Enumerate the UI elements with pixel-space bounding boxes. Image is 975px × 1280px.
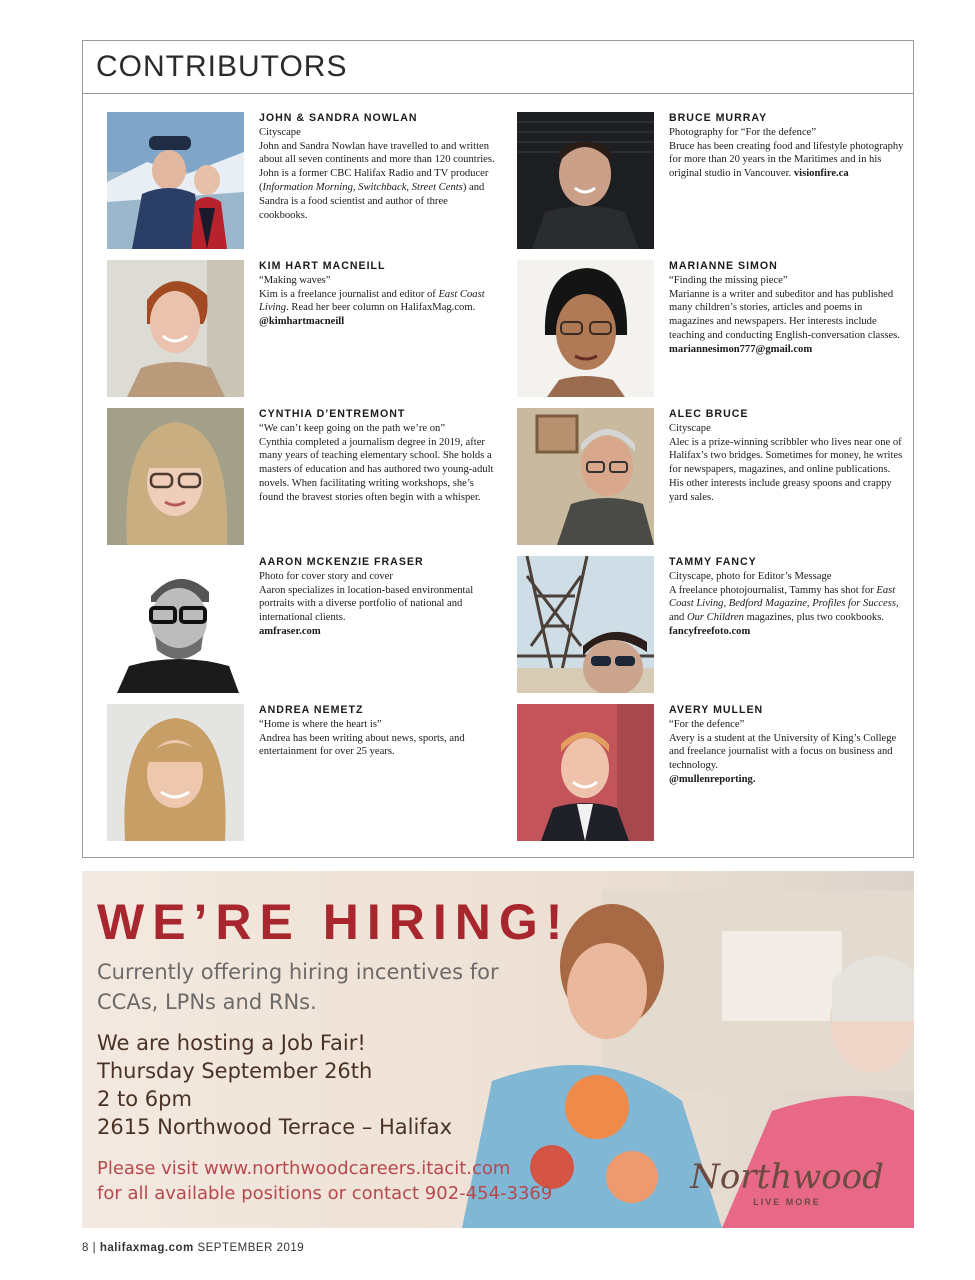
ad-headline: WE’RE HIRING! xyxy=(97,894,571,950)
contributor-entry xyxy=(107,704,507,844)
contributor-entry xyxy=(517,408,917,548)
contributor-photo xyxy=(517,704,654,841)
job-fair-date: Thursday September 26th xyxy=(97,1059,373,1083)
contributor-bio: Cynthia completed a journalism degree in 2019, after many years of teaching elementary school. She holds a masters of education and has authored two young-adult novels. When facilitating writing workshops, she’s found the bravest stories often begin with a whisper. xyxy=(259,436,494,503)
contributor-photo xyxy=(517,260,654,397)
contributor-bio: John and Sandra Nowlan have travelled to and written about all seven continents and more than 120 countries. John is a former CBC Halifax Radio and TV producer (Information Morning, Switchback, Street Cents) and Sandra is a food scientist and author of three cookbooks. xyxy=(259,140,495,221)
contributor-photo xyxy=(107,704,244,841)
contributor-entry xyxy=(107,408,507,548)
issue-date: SEPTEMBER 2019 xyxy=(197,1242,305,1254)
footer-separator: | xyxy=(92,1242,97,1254)
contributor-bio: Bruce has been creating food and lifestyle photography for more than 20 years in the Maritimes and in his original studio in Vancouver. visionfire.ca xyxy=(669,140,904,180)
contributor-role: Photography for “For the defence” xyxy=(669,126,817,138)
ad-contact xyxy=(97,1156,617,1206)
contributor-photo xyxy=(107,556,244,693)
logo-tagline: LIVE MORE xyxy=(753,1197,821,1207)
contributor-bio: Kim is a freelance journalist and editor of East Coast Living. Read her beer column on HalifaxMag.com. @kimhartmacneill xyxy=(259,288,485,328)
contributor-name: ALEC BRUCE xyxy=(669,408,749,420)
site-link[interactable]: halifaxmag.com xyxy=(99,1242,194,1254)
contributor-photo xyxy=(107,112,244,249)
hiring-advertisement xyxy=(82,871,914,1228)
contributor-photo xyxy=(107,260,244,397)
contributor-name: AARON MCKENZIE FRASER xyxy=(259,556,424,568)
contributor-photo xyxy=(107,408,244,545)
contributor-role: Cityscape xyxy=(669,422,711,434)
contributor-role: “Home is where the heart is” xyxy=(259,718,382,730)
contributor-photo xyxy=(517,408,654,545)
contributor-bio: Alec is a prize-winning scribbler who lives near one of Halifax’s two bridges. Sometimes for money, he writes for newspapers, magazines, and online publications. His other interests include greasy spoons and crappy yard sales. xyxy=(669,436,903,503)
job-fair-time: 2 to 6pm xyxy=(97,1087,192,1111)
contributor-name: ANDREA NEMETZ xyxy=(259,704,364,716)
page-footer xyxy=(82,1242,304,1254)
section-title: CONTRIBUTORS xyxy=(96,50,348,83)
contributor-bio: A freelance photojournalist, Tammy has shot for East Coast Living, Bedford Magazine, Profiles for Success, and Our Children magazines, plus two cookbooks. fancyfreefoto.com xyxy=(669,584,899,637)
job-fair-line: We are hosting a Job Fair! xyxy=(97,1031,366,1055)
contributor-name: AVERY MULLEN xyxy=(669,704,764,716)
contributor-entry xyxy=(107,260,507,400)
contributor-role: “Making waves” xyxy=(259,274,331,286)
job-fair-details xyxy=(97,1029,537,1141)
page-number: 8 xyxy=(82,1242,89,1254)
contributors-section xyxy=(82,40,914,858)
job-fair-address: 2615 Northwood Terrace – Halifax xyxy=(97,1115,453,1139)
contributor-bio: Aaron specializes in location-based environmental portraits with a diverse portfolio of national and international clients. amfraser.com xyxy=(259,584,474,637)
contributor-entry xyxy=(517,556,917,696)
contributor-entry xyxy=(517,112,917,252)
contributor-name: JOHN & SANDRA NOWLAN xyxy=(259,112,418,124)
contact-phone-line: for all available positions or contact 902-454-3369 xyxy=(97,1183,553,1204)
contributor-role: “Finding the missing piece” xyxy=(669,274,788,286)
contributors-header xyxy=(83,41,913,94)
contributor-bio: Avery is a student at the University of King’s College and freelance journalist with a focus on business and technology. @mullenreporting. xyxy=(669,732,897,785)
contributor-entry xyxy=(517,260,917,400)
careers-website-line[interactable]: Please visit www.northwoodcareers.itacit.com xyxy=(97,1158,511,1179)
contributor-photo xyxy=(517,112,654,249)
contributor-name: TAMMY FANCY xyxy=(669,556,757,568)
contributor-name: CYNTHIA D’ENTREMONT xyxy=(259,408,406,420)
contributor-entry xyxy=(107,556,507,696)
northwood-logo xyxy=(687,1157,887,1207)
contributor-entry xyxy=(517,704,917,844)
contributor-role: “For the defence” xyxy=(669,718,745,730)
contributor-name: MARIANNE SIMON xyxy=(669,260,778,272)
contributor-name: KIM HART MACNEILL xyxy=(259,260,386,272)
contributor-photo xyxy=(517,556,654,693)
contributor-bio: Marianne is a writer and subeditor and has published many children’s stories, articles and poems in magazines and newspapers. Her interests include teaching and conducting English-conversation classes. mariannesimon777@gmail.com xyxy=(669,288,900,355)
contributor-role: Photo for cover story and cover xyxy=(259,570,393,582)
contributor-role: “We can’t keep going on the path we’re on” xyxy=(259,422,446,434)
contributor-role: Cityscape, photo for Editor’s Message xyxy=(669,570,832,582)
ad-subhead: Currently offering hiring incentives for CCAs, LPNs and RNs. xyxy=(97,960,499,1014)
contributor-entry xyxy=(107,112,507,252)
logo-wordmark: Northwood xyxy=(690,1157,884,1197)
contributor-bio: Andrea has been writing about news, sports, and entertainment for over 25 years. xyxy=(259,732,465,758)
contributor-name: BRUCE MURRAY xyxy=(669,112,768,124)
contributor-role: Cityscape xyxy=(259,126,301,138)
